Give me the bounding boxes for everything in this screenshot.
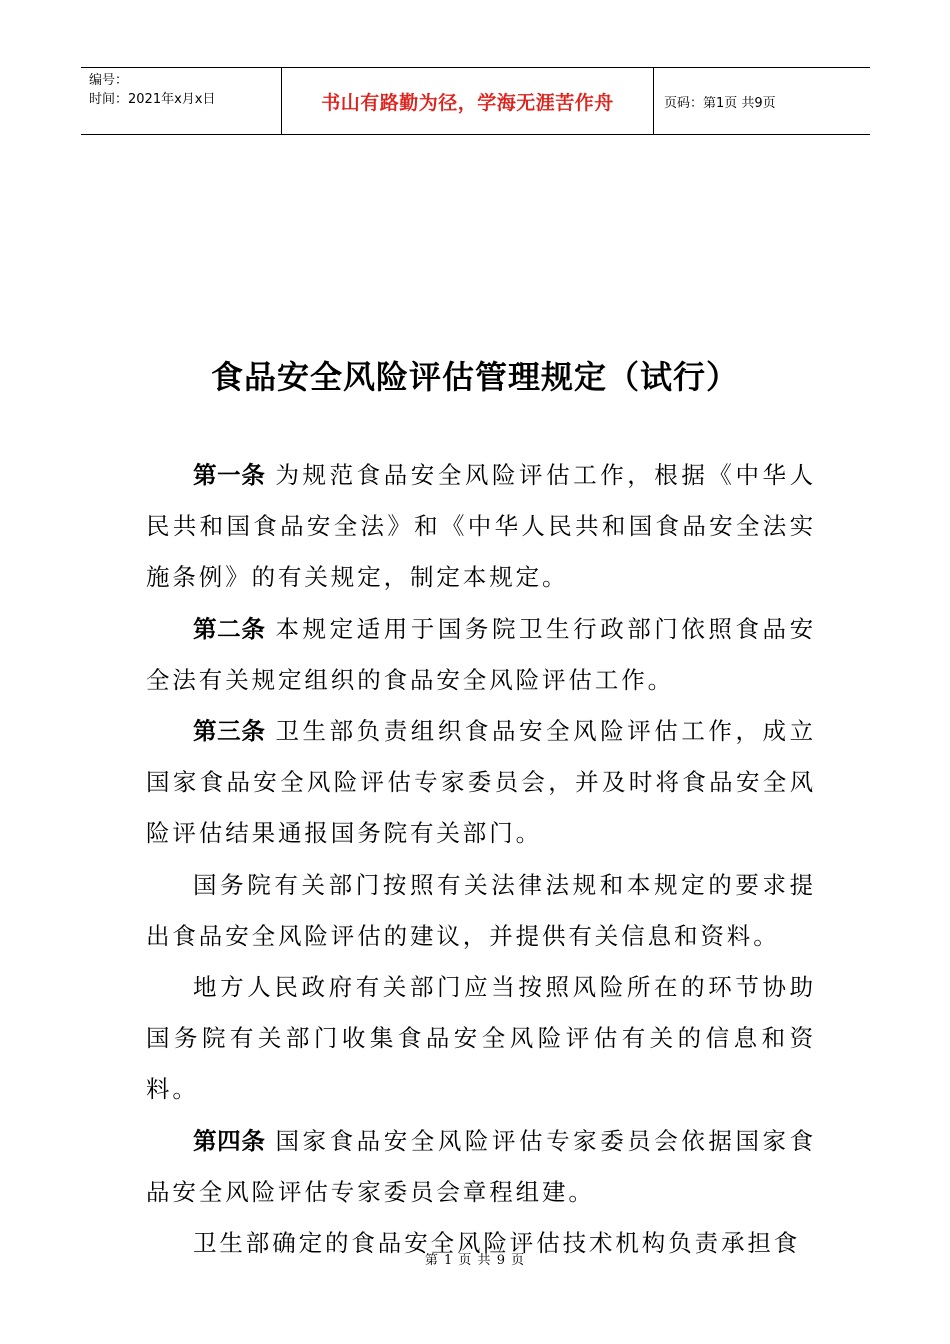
paragraph-text: 为规范食品安全风险评估工作，根据《中华人民共和国食品安全法》和《中华人民共和国食品安全法实施条例》的有关规定，制定本规定。 [146,461,817,592]
paragraph-text: 地方人民政府有关部门应当按照风险所在的环节协助国务院有关部门收集食品安全风险评估有关的信息和资料。 [146,973,816,1104]
article-number: 第三条 [193,717,266,746]
document-header [81,67,870,135]
paragraph [146,604,816,706]
article-number: 第二条 [193,614,266,643]
paragraph-text: 卫生部负责组织食品安全风险评估工作，成立国家食品安全风险评估专家委员会，并及时将食品安全风险评估结果通报国务院有关部门。 [146,717,817,848]
document-body [146,450,816,1269]
date-label: 时间：2021年x月x日 [89,92,216,107]
paragraph [146,860,816,962]
paragraph [146,962,816,1116]
paragraph [146,450,816,604]
paragraph [146,1116,816,1218]
paragraph-text: 本规定适用于国务院卫生行政部门依照食品安全法有关规定组织的食品安全风险评估工作。 [146,614,817,694]
page-footer: 第 1 页 共 9 页 [424,1253,526,1268]
number-label: 编号： [89,73,129,88]
article-number: 第一条 [193,461,266,489]
document-title: 食品安全风险评估管理规定（试行） [210,358,739,396]
header-page-info: 页码：第1页 共9页 [664,95,776,111]
header-motto: 书山有路勤为径，学海无涯苦作舟 [281,68,654,134]
header-meta [81,68,281,134]
paragraph-text: 卫生部确定的食品安全风险评估技术机构负责承担食 [193,1229,801,1258]
paragraph [146,706,816,860]
paragraph-text: 国务院有关部门按照有关法律法规和本规定的要求提出食品安全风险评估的建议，并提供有关信息和资料。 [146,870,816,950]
paragraph-text: 国家食品安全风险评估专家委员会依据国家食品安全风险评估专家委员会章程组建。 [146,1126,817,1206]
article-number: 第四条 [193,1126,266,1155]
